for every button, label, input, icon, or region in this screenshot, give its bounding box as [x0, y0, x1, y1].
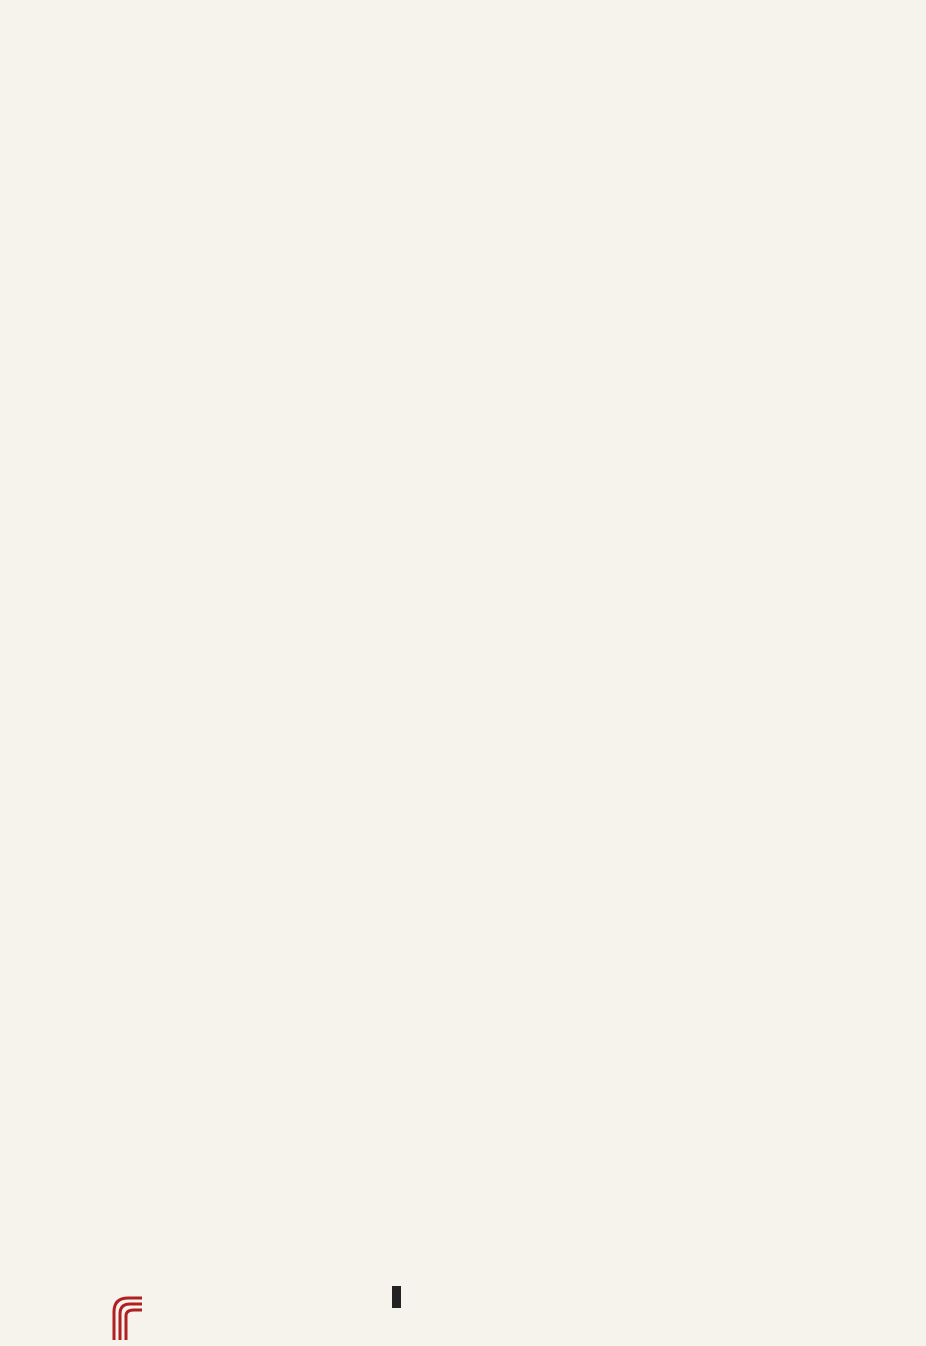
- catalog-entries: [98, 130, 793, 162]
- library-logo-icon: [110, 1294, 146, 1344]
- footer: [0, 1278, 926, 1346]
- kunstbibliothek-icon: [392, 1286, 401, 1308]
